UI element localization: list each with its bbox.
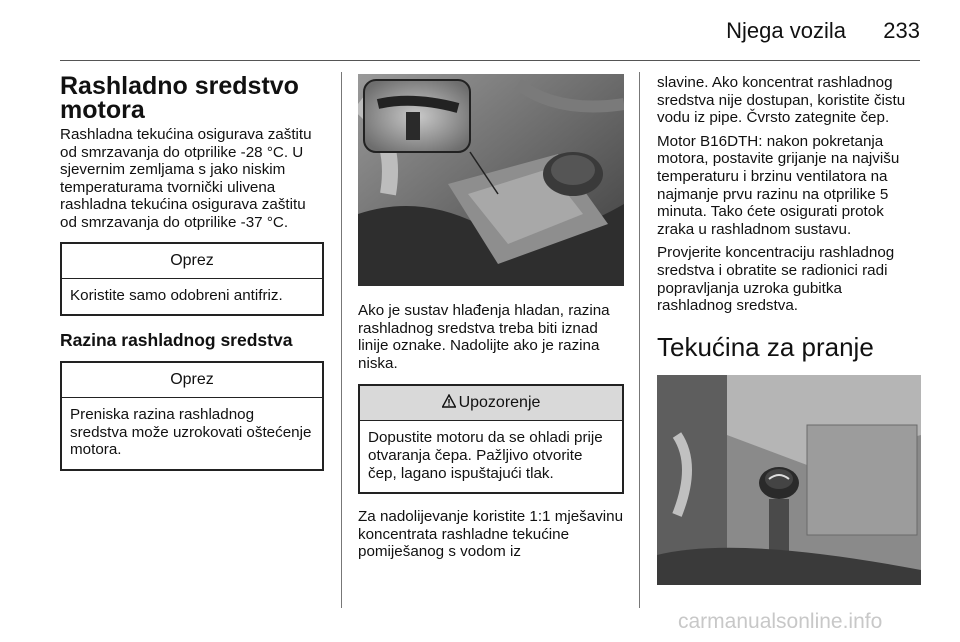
- column-3: [657, 74, 921, 585]
- caution-box-antifreeze: [60, 242, 324, 317]
- coolant-paragraph: Rashladna tekućina osigurava zaštitu od smrzavanja do otprilike -28 °C. U sjevernim zemljama s jako niskim temperaturama tvornički ulivena rashladna tekućina osigurava zaštitu od smrzavanja do otprilike -37 °C.: [60, 126, 312, 231]
- column-divider-1: [341, 72, 342, 608]
- caution-text: Koristite samo odobreni antifriz.: [70, 286, 283, 304]
- tap-water-paragraph: slavine. Ako koncentrat rashladnog sredstva nije dostupan, koristite čistu vodu iz pipe. Čvrsto zategnite čep.: [657, 74, 906, 127]
- page-header: [60, 14, 920, 48]
- warning-header: [360, 386, 622, 421]
- section-heading-coolant: Rashladno sredstvo motora: [60, 72, 299, 124]
- warning-box: [358, 384, 624, 494]
- coolant-level-paragraph: Ako je sustav hlađenja hladan, razina rashladnog sredstva treba biti iznad linije oznake. Nadolijte ako je razina niska.: [358, 302, 610, 372]
- watermark: carmanualsonline.info: [678, 610, 883, 633]
- caution-text: Preniska razina rashladnog sredstva može uzrokovati oštećenje motora.: [70, 406, 312, 459]
- page-number: 233: [883, 18, 920, 43]
- header-rule: [60, 60, 920, 61]
- caution-box-level: [60, 361, 324, 471]
- column-divider-2: [639, 72, 640, 608]
- refill-paragraph: Za nadolijevanje koristite 1:1 mješavinu koncentrata rashladne tekućine pomiješanog s vodom iz: [358, 508, 624, 561]
- subheading-coolant-level: Razina rashladnog sredstva: [60, 330, 293, 351]
- concentration-paragraph: Provjerite koncentraciju rashladnog sredstva i obratite se radionici radi popravljanja uzroka gubitka rashladnog sredstva.: [657, 244, 895, 315]
- caution-label: Oprez: [62, 244, 322, 279]
- section-heading-washer-fluid: Tekućina za pranje: [657, 331, 874, 362]
- warning-text: Dopustite motoru da se ohladi prije otvaranja čepa. Pažljivo otvorite čep, lagano ispuštajući tlak.: [368, 429, 603, 482]
- engine-coolant-photo: [358, 74, 624, 286]
- column-1: [60, 74, 324, 471]
- caution-label: Oprez: [62, 363, 322, 398]
- warning-label: Upozorenje: [458, 394, 541, 412]
- page-title: Njega vozila: [726, 18, 846, 43]
- engine-b16dth-paragraph: Motor B16DTH: nakon pokretanja motora, postavite grijanje na najvišu temperaturu i brzinu ventilatora na najmanje prvu razinu na otprilike 5 minuta. Tako ćete osigurati protok zraka u rashladnom sustavu.: [657, 132, 900, 238]
- column-2: [358, 74, 624, 567]
- washer-fluid-photo: [657, 375, 921, 585]
- warning-triangle-icon: [442, 394, 456, 408]
